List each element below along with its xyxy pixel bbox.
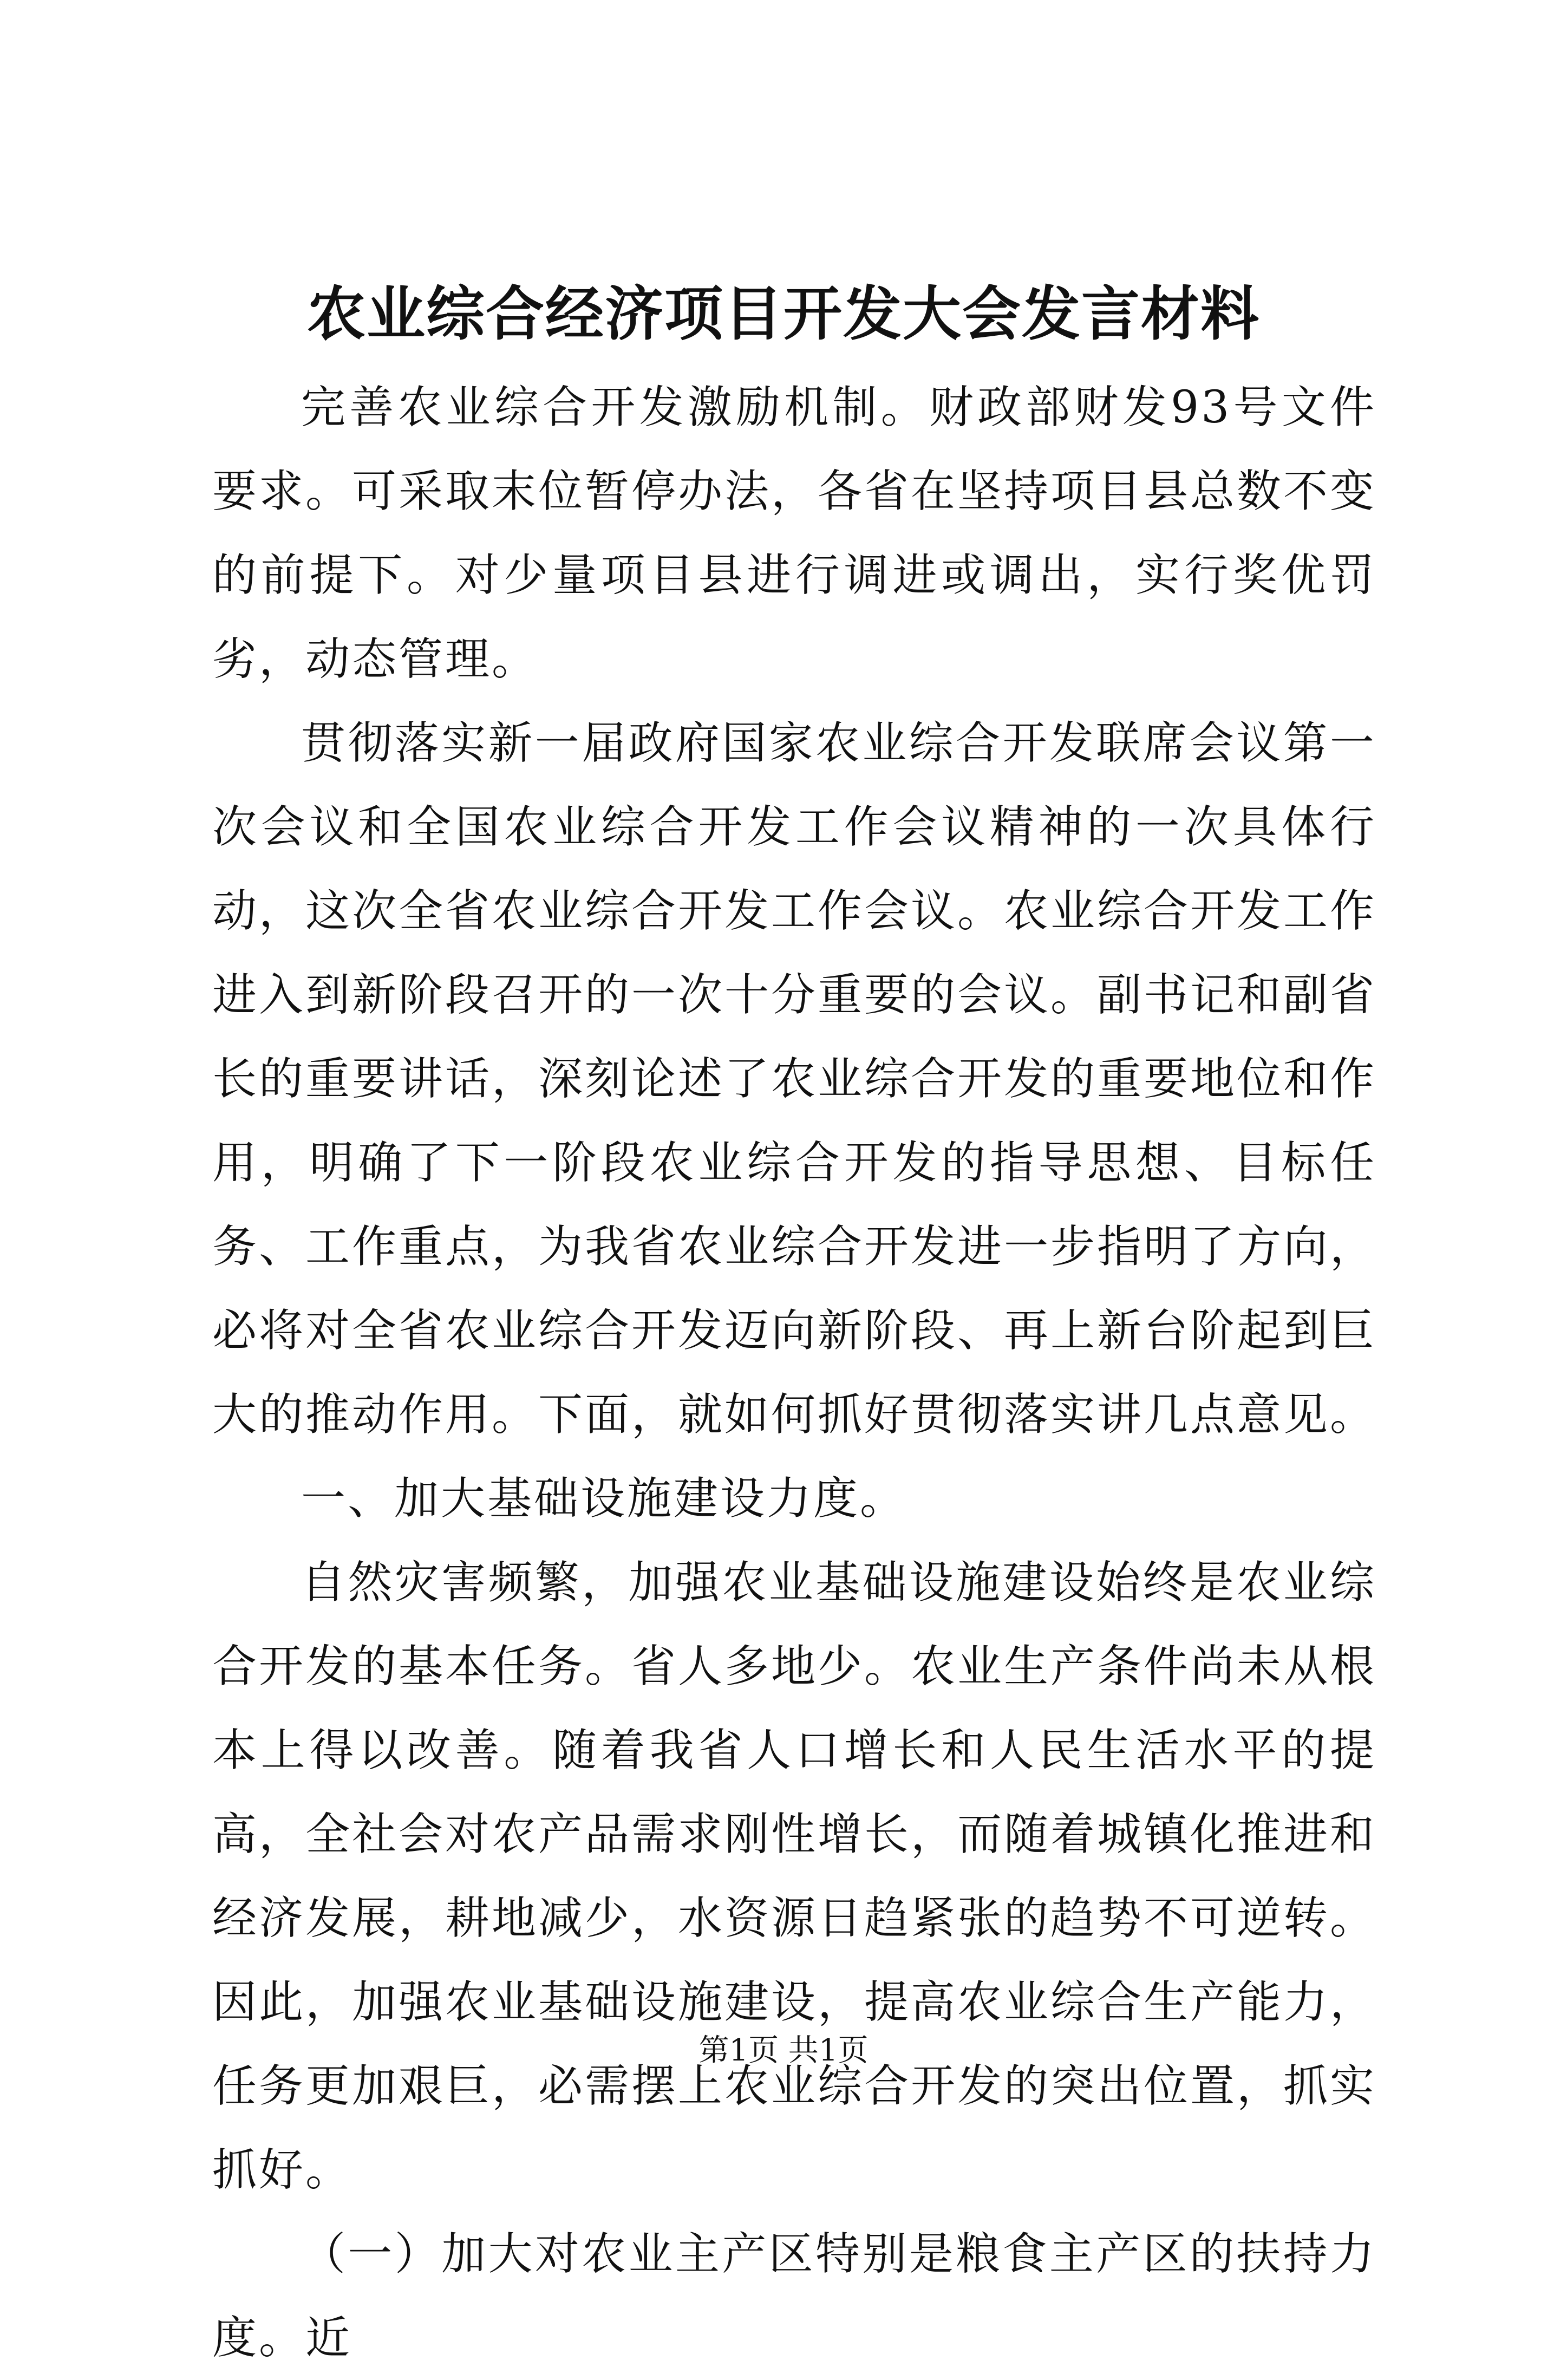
document-body — [212, 366, 1376, 2380]
paragraph-infrastructure: 自然灾害频繁，加强农业基础设施建设始终是农业综合开发的基本任务。省人多地少。农业生产条件尚未从根本上得以改善。随着我省人口增长和人民生活水平的提高，全社会对农产品需求刚性增长，而随着城镇化推进和经济发展，耕地减少，水资源日趋紧张的趋势不可逆转。因此，加强农业基础设施建设，提高农业综合生产能力，任务更加艰巨，必需摆上农业综合开发的突出位置，抓实抓好。 — [212, 1557, 1377, 2196]
document-title: 农业综合经济项目开发大会发言材料 — [306, 280, 1260, 348]
section-heading-infrastructure: 一、加大基础设施建设力度。 — [301, 1473, 907, 1524]
page-number-footer: 第1页 共1页 — [698, 2033, 869, 2068]
paragraph-incentive-mechanism: 完善农业综合开发激励机制。财政部财发93号文件要求。可采取末位暂停办法，各省在坚持项目县总数不变的前提下。对少量项目县进行调进或调出，实行奖优罚劣，动态管理。 — [212, 382, 1377, 685]
paragraph-meeting-implementation: 贯彻落实新一届政府国家农业综合开发联席会议第一次会议和全国农业综合开发工作会议精神的一次具体行动，这次全省农业综合开发工作会议。农业综合开发工作进入到新阶段召开的一次十分重要的会议。副书记和副省长的重要讲话，深刻论述了农业综合开发的重要地位和作用，明确了下一阶段农业综合开发的指导思想、目标任务、工作重点，为我省农业综合开发进一步指明了方向，必将对全省农业综合开发迈向新阶段、再上新台阶起到巨大的推动作用。下面，就如何抓好贯彻落实讲几点意见。 — [212, 718, 1377, 1440]
subsection-main-production-areas: （一）加大对农业主产区特别是粮食主产区的扶持力度。近 — [212, 2228, 1376, 2364]
